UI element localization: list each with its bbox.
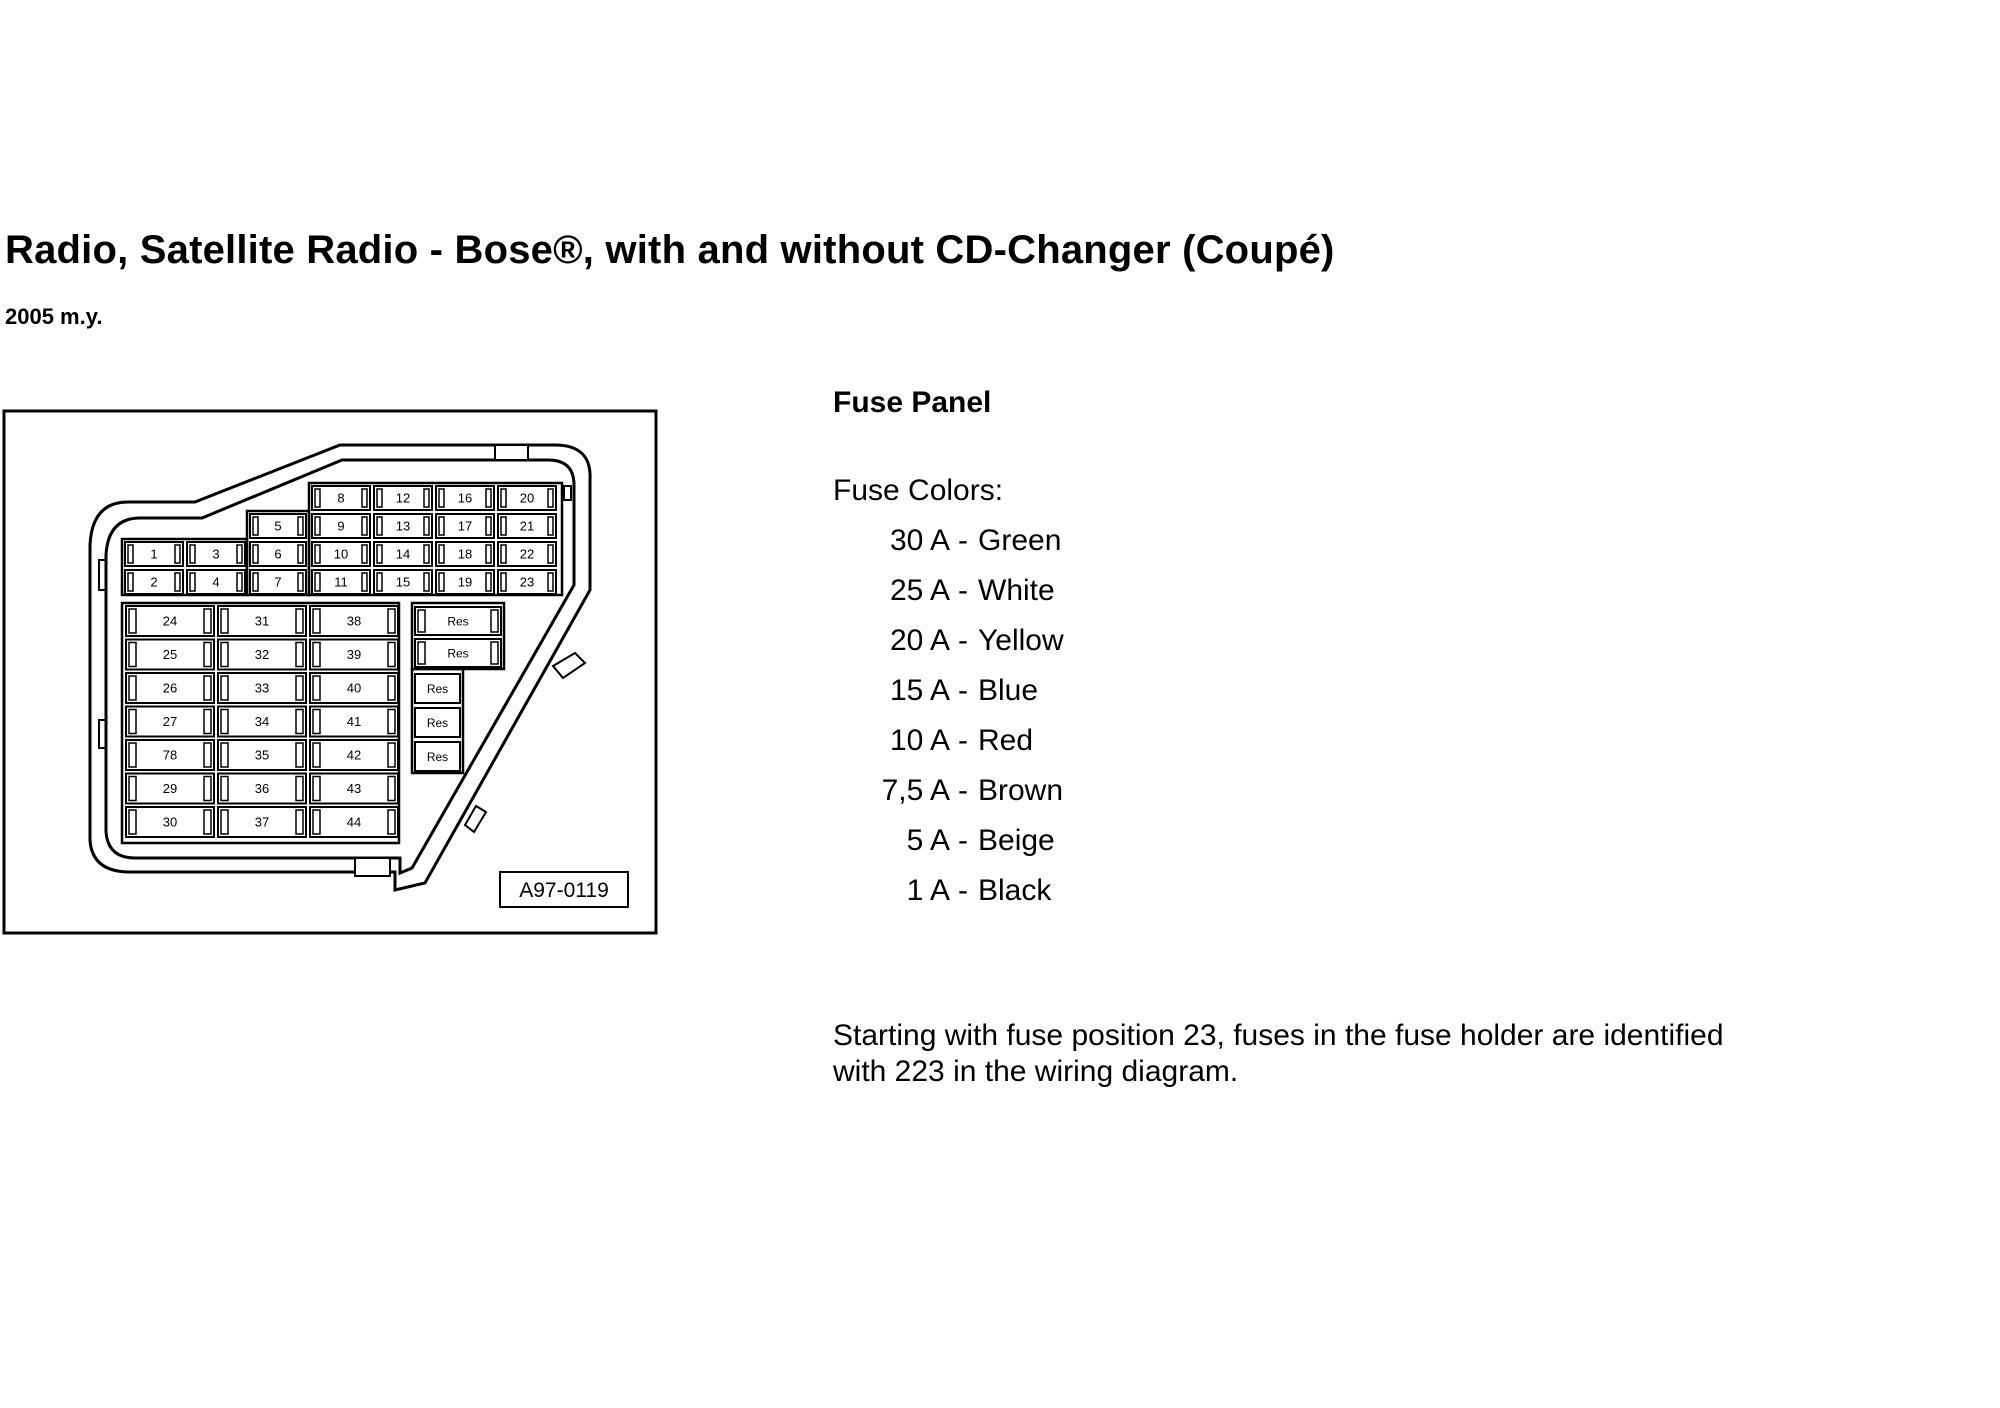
fuse-number: 34	[254, 714, 270, 730]
fuse-number: 25	[162, 647, 178, 663]
fuse-amperage: 15 A	[889, 674, 950, 707]
fuse-color-row	[850, 774, 1064, 814]
fuse-slot	[498, 542, 556, 566]
separator-dash: -	[958, 874, 968, 907]
fuse-slot	[187, 542, 245, 566]
fuse-slot	[310, 606, 398, 636]
wiring-note-line: Starting with fuse position 23, fuses in the fuse holder are identified	[833, 1019, 1724, 1052]
fuse-slot	[126, 740, 214, 770]
fuse-slot	[312, 542, 370, 566]
fuse-number: 23	[519, 574, 535, 590]
fuse-slot	[374, 486, 432, 510]
fuse-color-row	[850, 824, 1055, 864]
fuse-slot	[218, 707, 306, 737]
fuse-number: 16	[457, 490, 473, 506]
document-title: Radio, Satellite Radio - Bose®, with and without CD-Changer (Coupé)	[5, 228, 1335, 272]
separator-dash: -	[958, 574, 968, 607]
fuse-number: 22	[519, 546, 535, 562]
fuse-amperage: 10 A	[889, 724, 950, 757]
fuse-slot	[310, 640, 398, 670]
fuse-slot	[436, 542, 494, 566]
fuse-number: 30	[162, 814, 178, 830]
separator-dash: -	[958, 774, 968, 807]
fuse-number: 17	[457, 518, 473, 534]
fuse-panel-heading: Fuse Panel	[833, 386, 992, 419]
model-year: 2005 m.y.	[5, 304, 103, 329]
fuse-slot	[310, 807, 398, 837]
fuse-slot	[250, 514, 306, 538]
separator-dash: -	[958, 674, 968, 707]
fuse-number: Res	[426, 681, 449, 696]
fuse-number: 2	[150, 574, 158, 590]
fuse-amperage: 30 A	[889, 524, 950, 557]
fuse-color-row	[850, 874, 1052, 914]
separator-dash: -	[958, 824, 968, 857]
fuse-number: 36	[254, 781, 270, 797]
fuse-number: 43	[346, 781, 362, 797]
fuse-slot	[310, 740, 398, 770]
fuse-amperage: 7,5 A	[881, 774, 950, 807]
fuse-slot	[312, 570, 370, 594]
fuse-slot	[187, 570, 245, 594]
fuse-slot	[218, 640, 306, 670]
fuse-number: Res	[447, 646, 469, 661]
fuse-number: 37	[254, 814, 270, 830]
fuse-slot	[126, 707, 214, 737]
fuse-slot	[126, 807, 214, 837]
fuse-slot	[310, 673, 398, 703]
fuse-slot	[498, 514, 556, 538]
fuse-amperage: 20 A	[889, 624, 950, 657]
separator-dash: -	[958, 724, 968, 757]
fuse-panel-diagram	[0, 0, 700, 960]
fuse-color-row	[850, 524, 1062, 564]
fuse-number: 21	[519, 518, 535, 534]
fuse-number: Res	[426, 749, 449, 764]
fuse-color-name: Red	[978, 724, 1034, 757]
fuse-color-name: Brown	[978, 774, 1064, 807]
fuse-slot	[125, 570, 183, 594]
fuse-number: 19	[457, 574, 473, 590]
fuse-slot	[415, 708, 460, 737]
fuse-slot	[218, 673, 306, 703]
fuse-slot	[250, 542, 306, 566]
fuse-slot	[498, 570, 556, 594]
fuse-slot	[126, 673, 214, 703]
fuse-slot	[250, 570, 306, 594]
fuse-number: 41	[346, 714, 362, 730]
fuse-number: 32	[254, 647, 270, 663]
fuse-number: 33	[254, 680, 270, 696]
fuse-slot	[126, 606, 214, 636]
fuse-slot	[126, 640, 214, 670]
fuse-color-row	[850, 724, 1040, 764]
fuse-number: 7	[274, 574, 282, 590]
fuse-number: 35	[254, 747, 270, 763]
fuse-number: 31	[254, 613, 270, 629]
wiring-note-line: with 223 in the wiring diagram.	[833, 1055, 1239, 1088]
fuse-slot	[374, 542, 432, 566]
fuse-color-name: Beige	[978, 824, 1055, 857]
fuse-slot	[498, 486, 556, 510]
fuse-slot	[125, 542, 183, 566]
fuse-number: Res	[426, 715, 449, 730]
fuse-number: 42	[346, 747, 362, 763]
fuse-number: 20	[519, 490, 535, 506]
fuse-number: 44	[346, 814, 362, 830]
fuse-color-name: White	[978, 574, 1055, 607]
fuse-number: 40	[346, 680, 362, 696]
fuse-number: 11	[334, 574, 348, 590]
wiring-note	[833, 1018, 1953, 1090]
fuse-number: 14	[395, 546, 411, 562]
fuse-slot	[218, 807, 306, 837]
fuse-slot	[436, 486, 494, 510]
fuse-amperage: 25 A	[889, 574, 950, 607]
fuse-slot	[310, 707, 398, 737]
fuse-number: 9	[337, 518, 345, 534]
fuse-slot	[312, 486, 370, 510]
fuse-number: 78	[162, 747, 178, 763]
fuse-colors-heading: Fuse Colors:	[833, 474, 1004, 507]
fuse-slot	[436, 514, 494, 538]
fuse-number: 1	[150, 546, 158, 562]
fuse-number: 38	[346, 613, 362, 629]
fuse-number: 24	[162, 613, 178, 629]
fuse-color-name: Yellow	[978, 624, 1064, 657]
fuse-slot	[126, 774, 214, 804]
fuse-slot	[310, 774, 398, 804]
fuse-slot	[415, 607, 501, 635]
fuse-number: 13	[395, 518, 411, 534]
fuse-slot	[415, 639, 501, 667]
fuse-amperage: 1 A	[906, 874, 950, 907]
fuse-number: 5	[274, 518, 282, 534]
fuse-color-row	[850, 574, 1055, 614]
fuse-number: 4	[212, 574, 220, 590]
fuse-number: 27	[162, 714, 178, 730]
separator-dash: -	[958, 624, 968, 657]
fuse-slot	[436, 570, 494, 594]
fuse-slot	[374, 514, 432, 538]
separator-dash: -	[958, 524, 968, 557]
fuse-slot	[312, 514, 370, 538]
fuse-slot	[218, 774, 306, 804]
fuse-number: 29	[162, 781, 178, 797]
fuse-number: 15	[395, 574, 411, 590]
fuse-number: 3	[212, 546, 220, 562]
fuse-number: 12	[395, 490, 411, 506]
fuse-number: 18	[457, 546, 473, 562]
fuse-number: 8	[337, 490, 345, 506]
fuse-color-name: Green	[978, 524, 1062, 557]
fuse-slot	[218, 740, 306, 770]
fuse-slot	[415, 674, 460, 703]
fuse-number: 6	[274, 546, 282, 562]
fuse-slot	[415, 742, 460, 771]
fuse-color-name: Blue	[978, 674, 1039, 707]
fuse-number: 26	[162, 680, 178, 696]
fuse-number: 39	[346, 647, 362, 663]
fuse-slot	[374, 570, 432, 594]
diagram-code: A97-0119	[519, 879, 609, 902]
fuse-color-name: Black	[978, 874, 1052, 907]
fuse-slot	[218, 606, 306, 636]
fuse-number: Res	[447, 614, 469, 629]
fuse-amperage: 5 A	[906, 824, 950, 857]
fuse-color-row	[850, 624, 1064, 664]
fuse-color-row	[850, 674, 1040, 714]
fuse-number: 10	[333, 546, 349, 562]
